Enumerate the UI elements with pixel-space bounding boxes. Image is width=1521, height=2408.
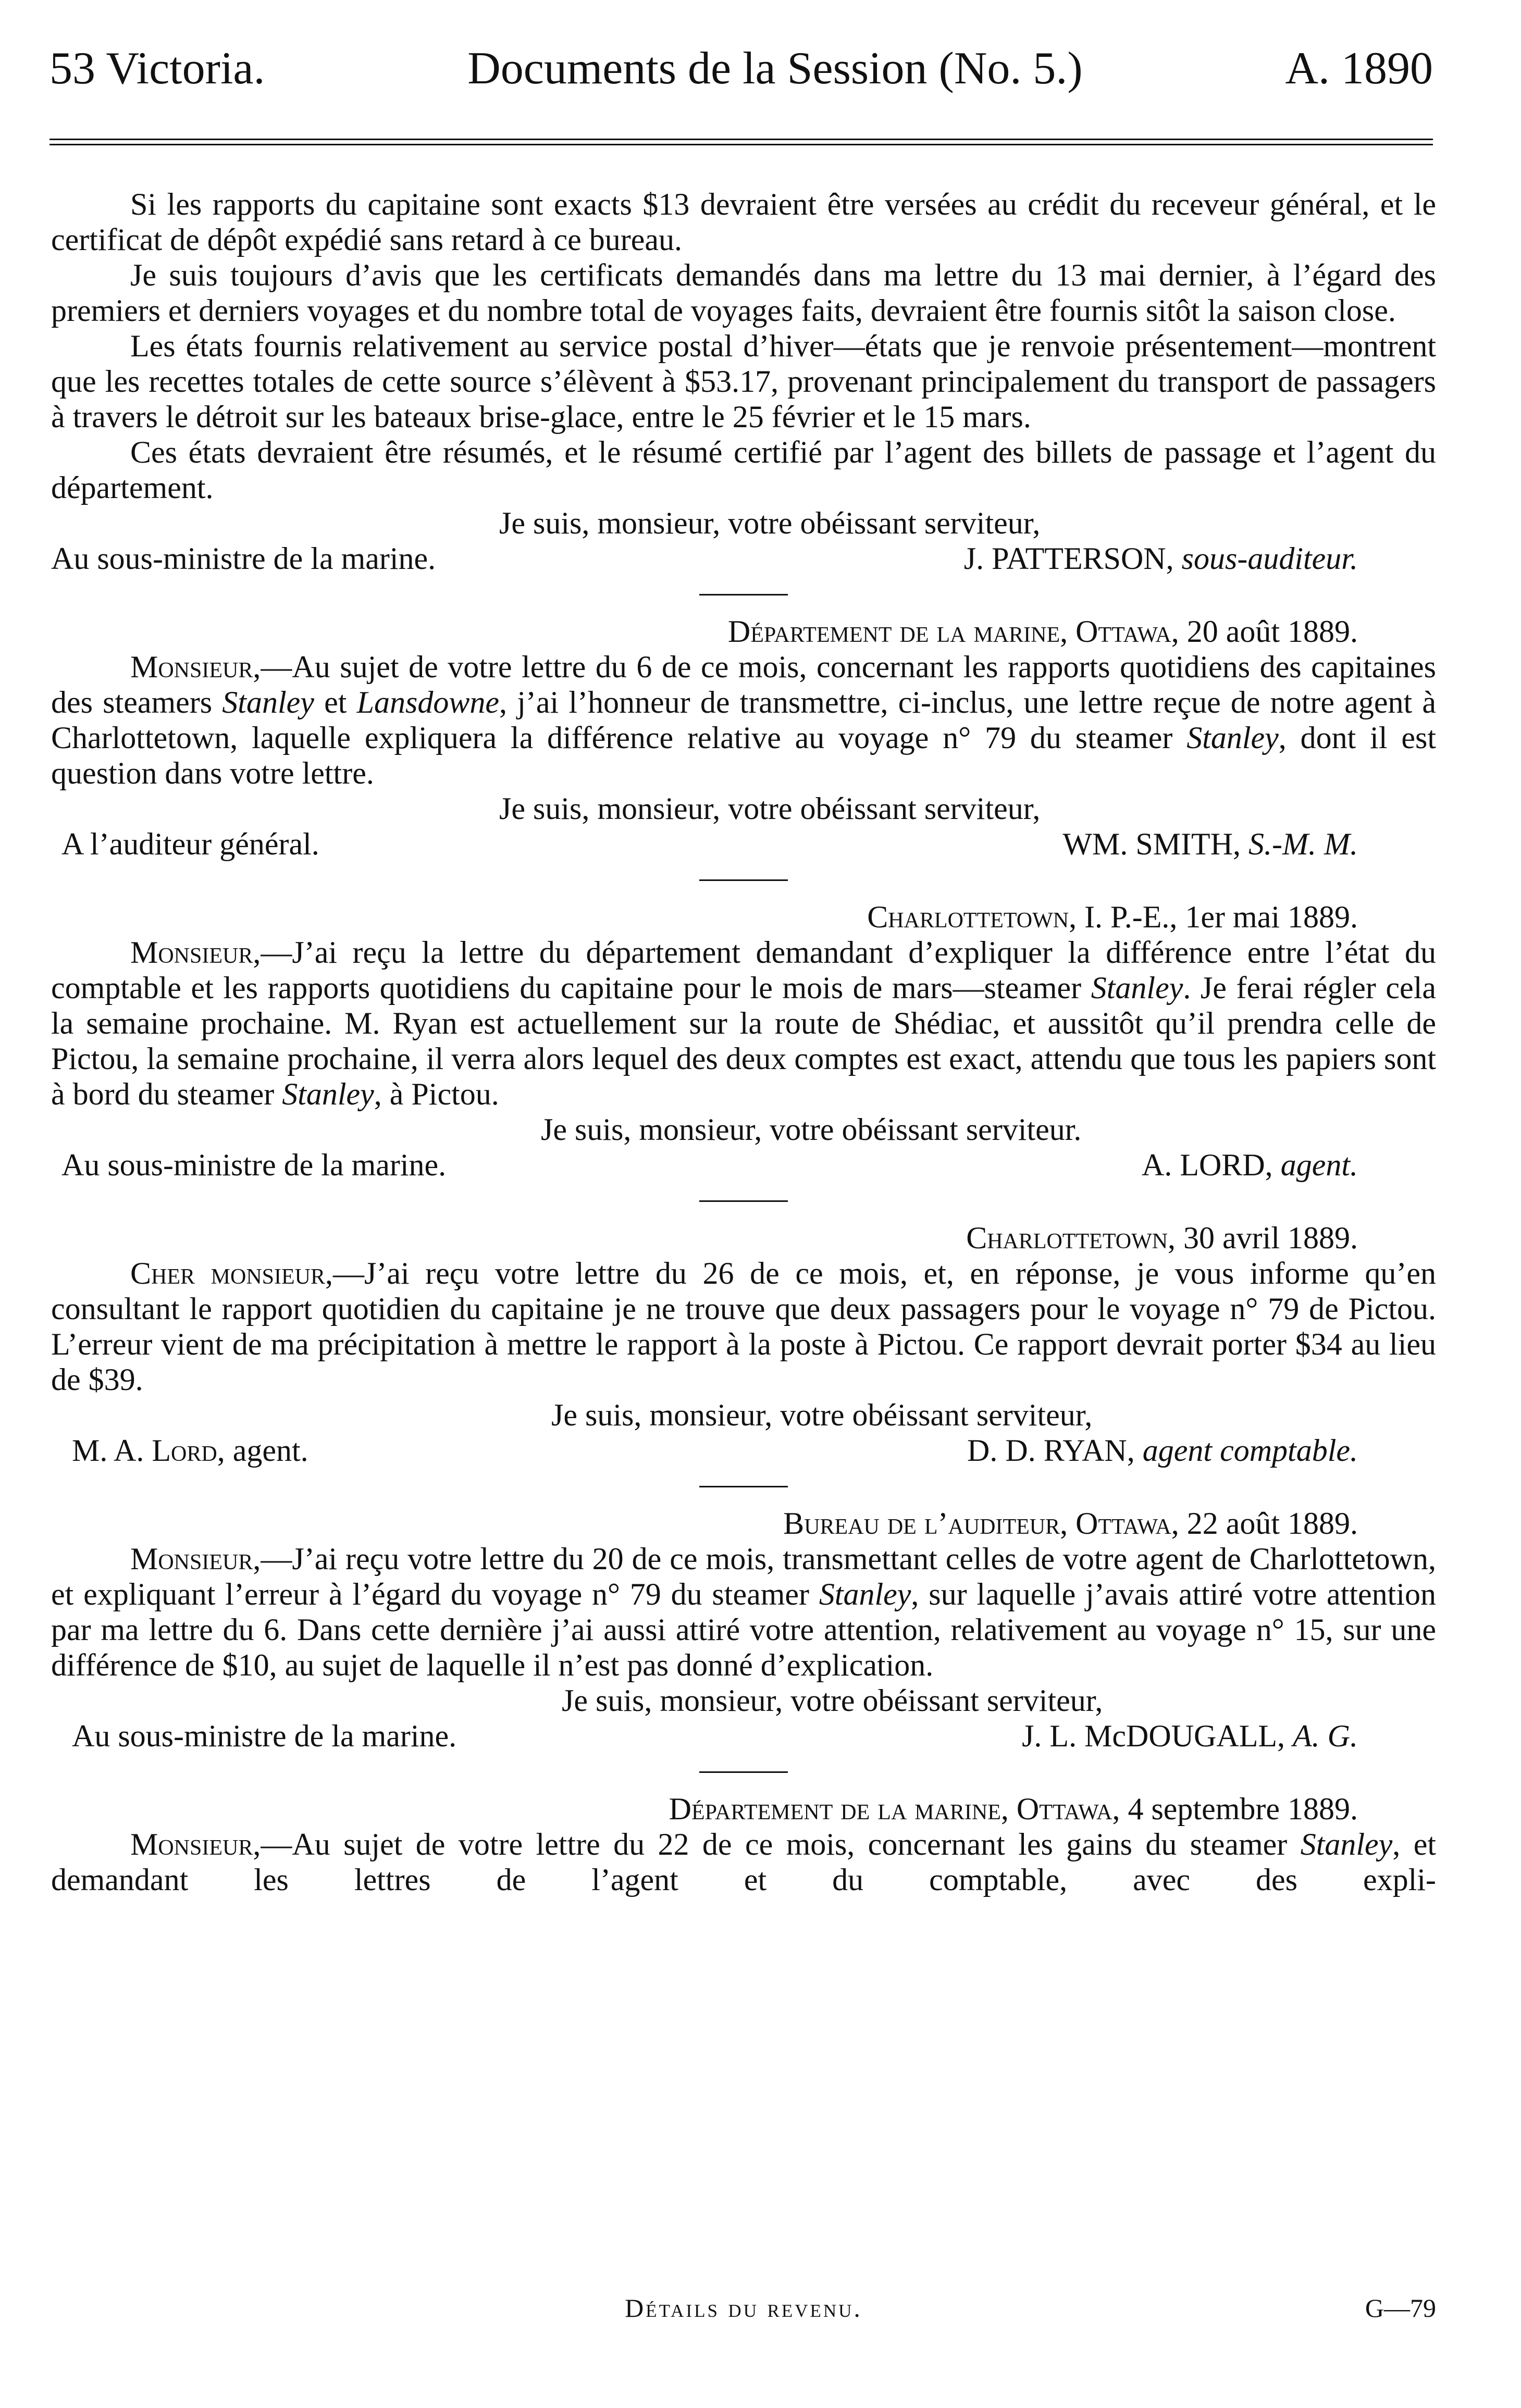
paragraph: Si les rapports du capitaine sont exacts $13 devraient être versées au crédit du receveur général, et le certificat de dépôt expédié sans retard à ce bureau. — [51, 187, 1436, 257]
letter-ryan — [51, 1220, 1436, 1468]
signature: J. PATTERSON, sous-auditeur. — [963, 541, 1358, 576]
dateline: Charlottetown, I. P.-E., 1er mai 1889. — [867, 900, 1358, 934]
section-divider — [51, 1183, 1436, 1220]
closing: Je suis, monsieur, votre obéissant serviteur, — [499, 506, 1041, 540]
section-divider — [51, 862, 1436, 899]
letter-smith — [51, 614, 1436, 862]
addressee: Au sous-ministre de la marine. — [72, 1719, 457, 1753]
section-divider — [51, 576, 1436, 614]
header-title: Documents de la Session (No. 5.) — [467, 43, 1083, 94]
dateline: Département de la marine, Ottawa, 20 août 1889. — [727, 614, 1358, 649]
paragraph: Ces états devraient être résumés, et le résumé certifié par l’agent des billets de passage et l’agent du département. — [51, 435, 1436, 505]
letters-body — [51, 187, 1436, 1897]
signature: D. D. RYAN, agent comptable. — [967, 1433, 1358, 1468]
signature: WM. SMITH, S.-M. M. — [1062, 827, 1358, 861]
dateline: Bureau de l’auditeur, Ottawa, 22 août 1889. — [783, 1506, 1358, 1541]
letter-patterson — [51, 187, 1436, 576]
closing: Je suis, monsieur, votre obéissant serviteur, — [551, 1398, 1093, 1432]
paragraph: Monsieur,—J’ai reçu la lettre du département demandant d’expliquer la différence entre l’état du comptable et les rapports quotidiens du capitaine pour le mois de mars—steamer Stanley. Je ferai régler cela la semaine prochaine. M. Ryan est actuellement sur la route de Shédiac, et aussitôt qu’il prendra celle de Pictou, la semaine prochaine, il verra alors lequel des deux comptes est exact, attendu que tous les papiers sont à bord du steamer Stanley, à Pictou. — [51, 935, 1436, 1111]
header-year: A. 1890 — [1285, 43, 1433, 94]
paragraph: Monsieur,—Au sujet de votre lettre du 22 de ce mois, concernant les gains du steamer Stanley, et demandant les lettres de l’agent et du comptable, avec des expli- — [51, 1827, 1436, 1897]
page-number: G—79 — [1365, 2293, 1436, 2323]
header-rule-top — [50, 139, 1433, 140]
paragraph: Monsieur,—Au sujet de votre lettre du 6 de ce mois, concernant les rapports quotidiens des capitaines des steamers Stanley et Lansdowne, j’ai l’honneur de transmettre, ci-inclus, une lettre reçue de notre agent à Charlottetown, laquelle expliquera la différence relative au voyage n° 79 du steamer Stanley, dont il est question dans votre lettre. — [51, 650, 1436, 790]
dateline: Charlottetown, 30 avril 1889. — [966, 1221, 1358, 1255]
paragraph: Les états fournis relativement au service postal d’hiver—états que je renvoie présentement—montrent que les recettes totales de cette source s’élèvent à $53.17, provenant principalement du transport de passagers à travers le détroit sur les bateaux brise-glace, entre le 25 février et le 15 mars. — [51, 329, 1436, 434]
section-divider — [51, 1468, 1436, 1506]
signature: J. L. McDOUGALL, A. G. — [1022, 1719, 1358, 1753]
closing: Je suis, monsieur, votre obéissant serviteur. — [541, 1112, 1082, 1147]
header-session: 53 Victoria. — [50, 43, 265, 94]
addressee: M. A. Lord, agent. — [72, 1433, 308, 1468]
dateline: Département de la marine, Ottawa, 4 septembre 1889. — [669, 1792, 1358, 1826]
signature: A. LORD, agent. — [1142, 1148, 1358, 1182]
addressee: Au sous-ministre de la marine. — [61, 1148, 447, 1182]
paragraph: Monsieur,—J’ai reçu votre lettre du 20 de ce mois, transmettant celles de votre agent de Charlottetown, et expliquant l’erreur à l’égard du voyage n° 79 du steamer Stanley, sur laquelle j’avais attiré votre attention par ma lettre du 6. Dans cette dernière j’ai aussi attiré votre attention, relativement au voyage n° 15, sur une différence de $10, au sujet de laquelle il n’est pas donné d’explication. — [51, 1542, 1436, 1682]
addressee: Au sous-ministre de la marine. — [51, 541, 436, 576]
running-header — [50, 43, 1433, 94]
section-divider — [51, 1754, 1436, 1791]
footer-section-title: Détails du revenu. — [625, 2293, 862, 2323]
closing: Je suis, monsieur, votre obéissant serviteur, — [562, 1683, 1103, 1718]
letter-lord — [51, 899, 1436, 1183]
paragraph: Cher monsieur,—J’ai reçu votre lettre du 26 de ce mois, et, en réponse, je vous informe qu’en consultant le rapport quotidien du capitaine je ne trouve que deux passagers pour le voyage n° 79 de Pictou. L’erreur vient de ma précipitation à mettre le rapport à la poste à Pictou. Ce rapport devrait porter $34 au lieu de $39. — [51, 1256, 1436, 1397]
closing: Je suis, monsieur, votre obéissant serviteur, — [499, 791, 1041, 826]
addressee: A l’auditeur général. — [61, 827, 319, 861]
paragraph: Je suis toujours d’avis que les certificats demandés dans ma lettre du 13 mai dernier, à l’égard des premiers et derniers voyages et du nombre total de voyages faits, devraient être fournis sitôt la saison close. — [51, 258, 1436, 328]
letter-department — [51, 1791, 1436, 1897]
header-rule-bottom — [50, 144, 1433, 145]
letter-mcdougall — [51, 1506, 1436, 1754]
